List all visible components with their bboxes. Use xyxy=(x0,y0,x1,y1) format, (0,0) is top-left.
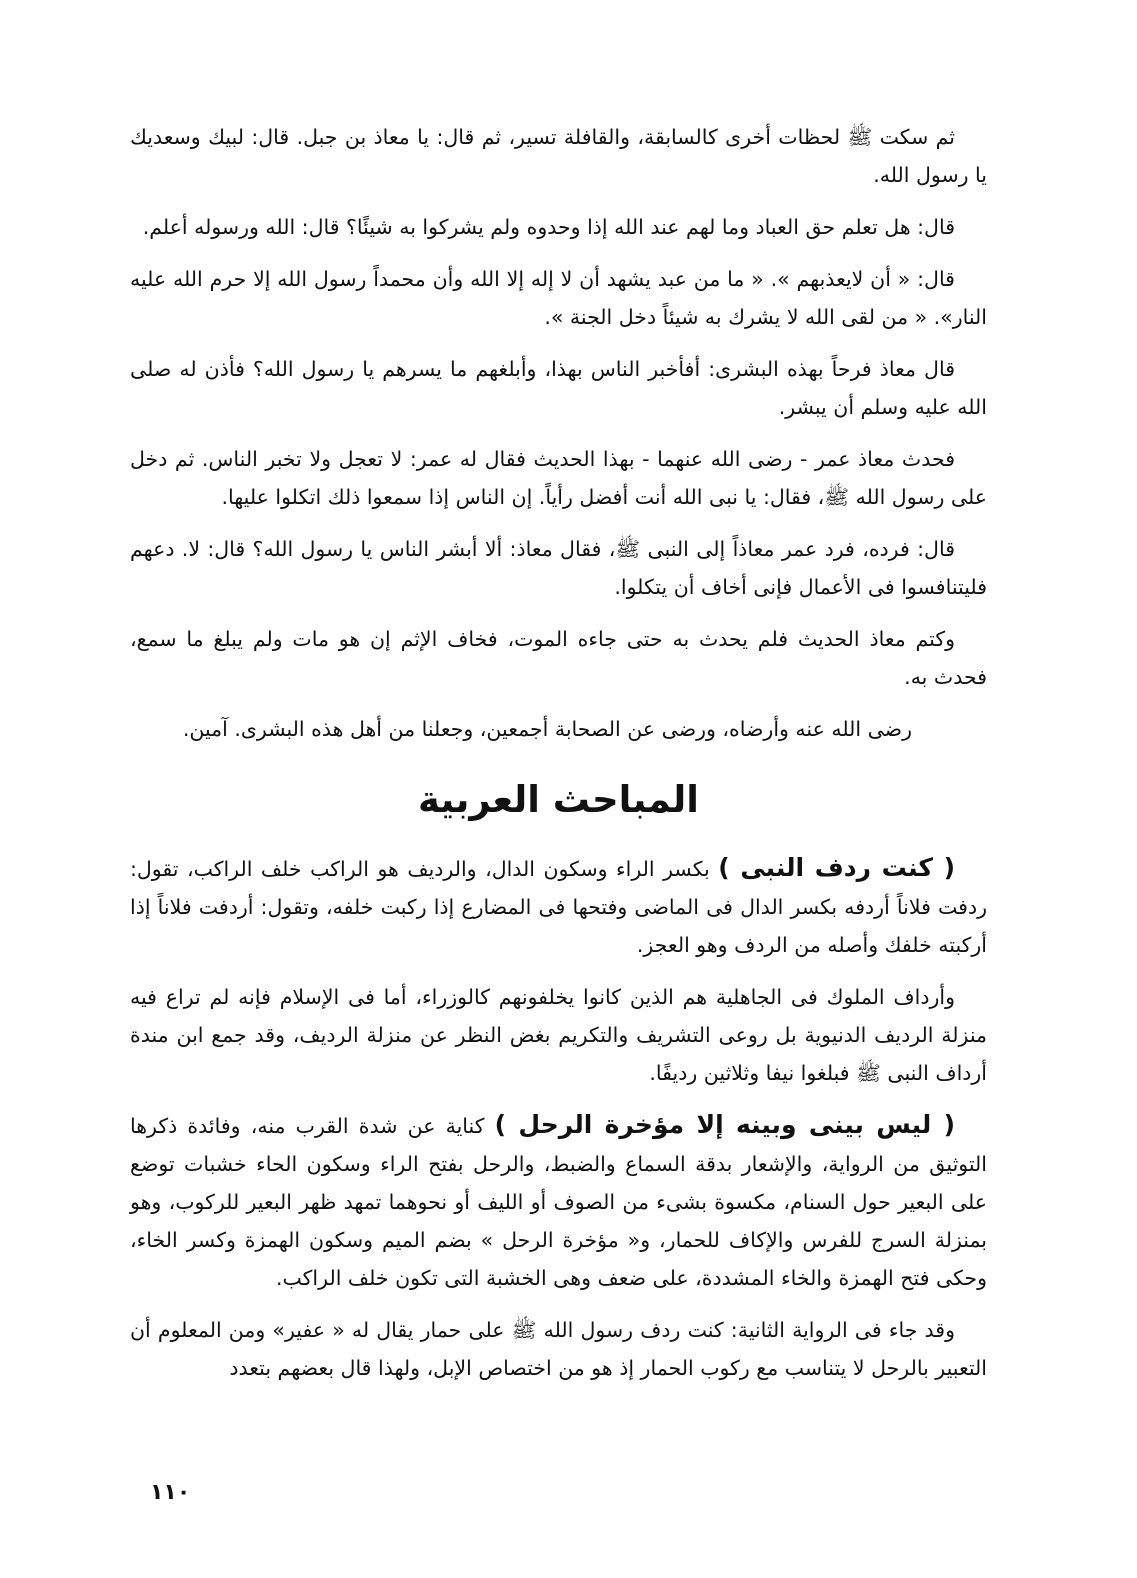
closing-paragraph: رضى الله عنه وأرضاه، ورضى عن الصحابة أجمعين، وجعلنا من أهل هذه البشرى. آمين. xyxy=(182,717,912,741)
paragraph: قال معاذ فرحاً بهذه البشرى: أفأخبر الناس بهذا، وأبلغهم ما يسرهم يا رسول الله؟ فأذن له صلى الله عليه وسلم أن يبشر. xyxy=(130,357,987,419)
section-title: المباحث العربية xyxy=(417,778,699,821)
paragraph: فحدث معاذ عمر - رضى الله عنهما - بهذا الحديث فقال له عمر: لا تعجل ولا تخبر الناس. ثم دخل على رسول الله ﷺ، فقال: يا نبى الله أنت أفضل رأياً. إن الناس إذا سمعوا ذلك اتكلوا عليها. xyxy=(130,447,987,509)
paragraph: وكتم معاذ الحديث فلم يحدث به حتى جاءه الموت، فخاف الإثم إن هو مات ولم يبلغ ما سمع، فحدث به. xyxy=(130,627,987,689)
paragraph-body: كناية عن شدة القرب منه، وفائدة ذكرها التوثيق من الرواية، والإشعار بدقة السماع والضبط، والرحل بفتح الراء وسكون الحاء خشبات توضع على البعير حول السنام، مكسوة بشىء من الصوف أو الليف أو نحوهما تمهد ظهر البعير للركوب، وهو بمنزلة السرج للفرس والإكاف للحمار، و« مؤخرة الرحل » بضم الميم وسكون الهمزة وكسر الخاء، وحكى فتح الهمزة والخاء المشددة، على ضعف وهى الخشبة التى تكون خلف الراكب. xyxy=(130,1114,987,1290)
paragraph-kunt-radf xyxy=(130,849,987,964)
paragraph-ardaf: وأرداف الملوك فى الجاهلية هم الذين كانوا يخلفونهم كالوزراء، أما فى الإسلام فإنه لم تراع فيه منزلة الرديف الدنيوية بل روعى التشريف والتكريم بغض النظر عن منزلة الرديف، وقد جمع ابن مندة أرداف النبى ﷺ فبلغوا نيفا وثلاثين رديفًا. xyxy=(130,985,987,1085)
paragraph-mu-akhirat-al-rahl xyxy=(130,1106,987,1297)
paragraph-lead-term: ( ليس بينى وبينه إلا مؤخرة الرحل ) xyxy=(494,1110,955,1139)
paragraph-second-narration: وقد جاء فى الرواية الثانية: كنت ردف رسول الله ﷺ على حمار يقال له « عفير» ومن المعلوم أن التعبير بالرحل لا يتناسب مع ركوب الحمار إذ هو من اختصاص الإبل، ولهذا قال بعضهم بتعدد xyxy=(130,1318,987,1380)
paragraph: قال: « أن لايعذبهم ». « ما من عبد يشهد أن لا إله إلا الله وأن محمداً رسول الله إلا حرم الله عليه النار». « من لقى الله لا يشرك به شيئاً دخل الجنة ». xyxy=(130,267,987,329)
page-number: ١١٠ xyxy=(150,1480,191,1505)
paragraph: ثم سكت ﷺ لحظات أخرى كالسابقة، والقافلة تسير، ثم قال: يا معاذ بن جبل. قال: لبيك وسعديك يا رسول الله. xyxy=(130,125,987,187)
paragraph: قال: هل تعلم حق العباد وما لهم عند الله إذا وحدوه ولم يشركوا به شيئًا؟ قال: الله ورسوله أعلم. xyxy=(142,215,955,239)
paragraph-lead-term: ( كنت ردف النبى ) xyxy=(718,853,956,882)
paragraph-body: بكسر الراء وسكون الدال، والرديف هو الراكب خلف الراكب، تقول: ردفت فلاناً أردفه بكسر الدال فى الماضى وفتحها فى المضارع إذا ركبت خلفه، وتقول: أردفت فلاناً إذا أركبته خلفك وأصله من الردف وهو العجز. xyxy=(130,857,987,957)
paragraph: قال: فرده، فرد عمر معاذاً إلى النبى ﷺ، فقال معاذ: ألا أبشر الناس يا رسول الله؟ قال: لا. دعهم فليتنافسوا فى الأعمال فإنى أخاف أن يتكلوا. xyxy=(130,537,987,599)
